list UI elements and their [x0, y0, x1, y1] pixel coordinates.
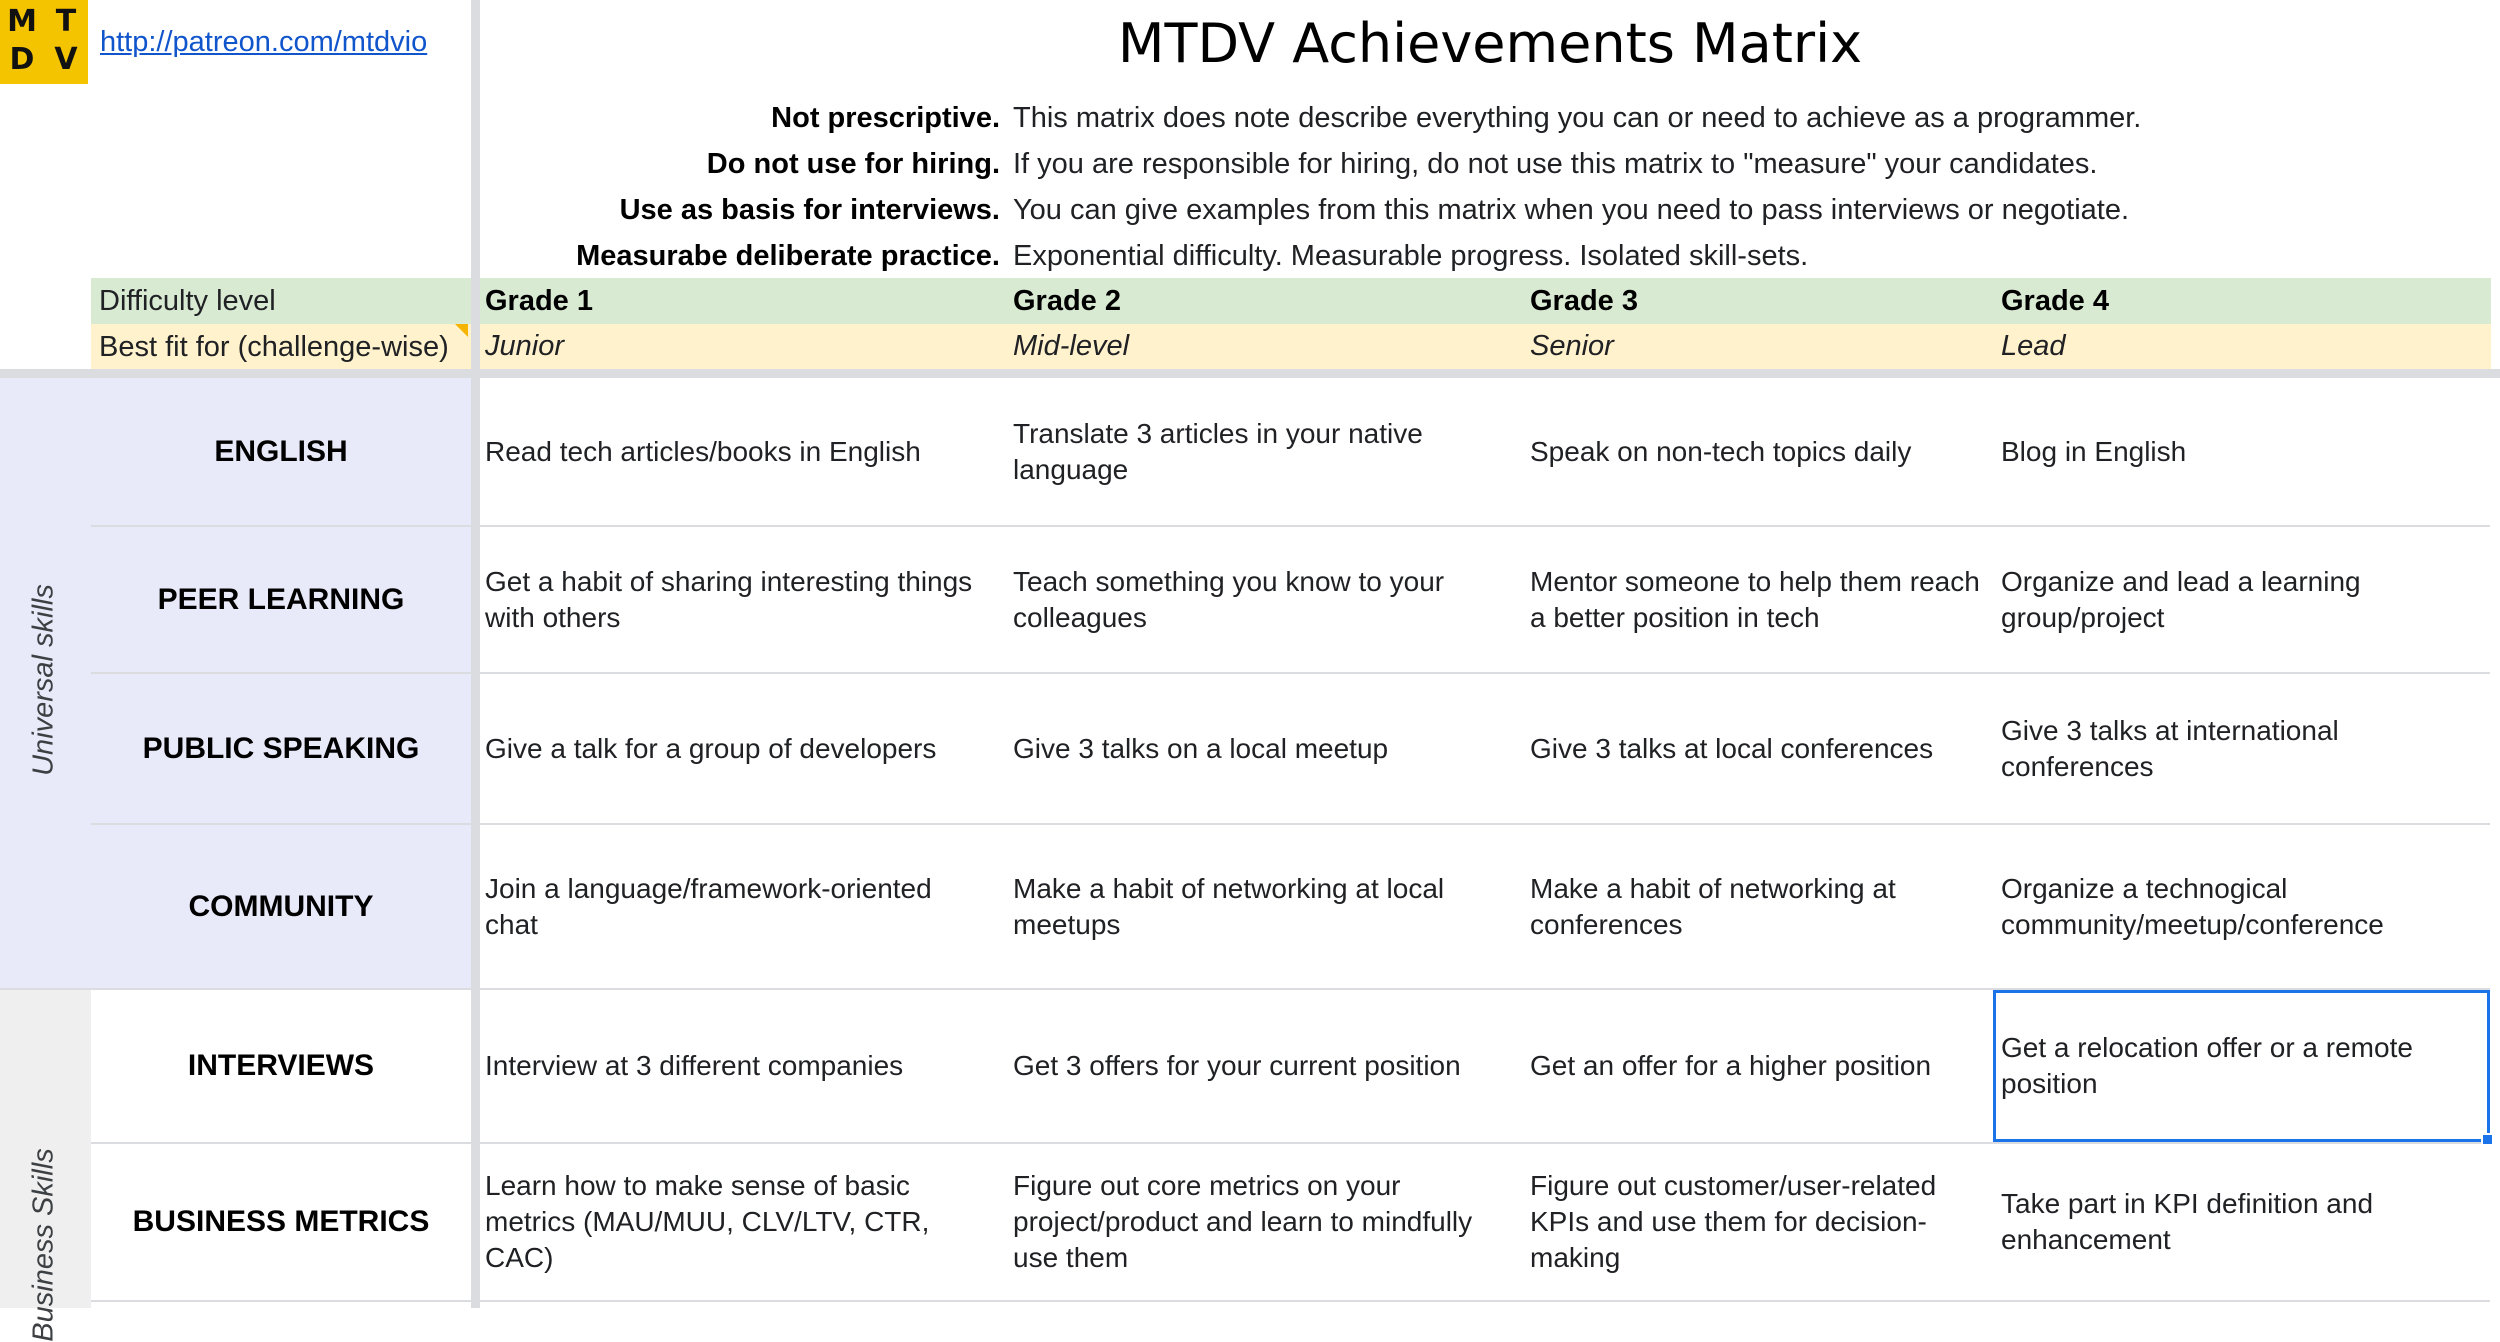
logo-letter: V	[54, 42, 78, 77]
note-text: Exponential difficulty. Measurable progress. Isolated skill-sets.	[1013, 240, 1809, 272]
matrix-cell[interactable]: Give 3 talks at local conferences	[1530, 732, 1934, 764]
matrix-cell[interactable]: Organize a technogical community/meetup/conference	[2001, 872, 2384, 940]
page-title: MTDV Achievements Matrix	[1117, 12, 1863, 75]
matrix-cell-selected[interactable]: Get a relocation offer or a remote position	[2001, 1032, 2413, 1099]
matrix-cell[interactable]: Make a habit of networking at local meetups	[1013, 872, 1445, 940]
matrix-cell[interactable]: Join a language/framework-oriented chat	[485, 872, 932, 940]
grade-header[interactable]: Grade 2	[1013, 285, 1121, 317]
note-label: Do not use for hiring.	[706, 148, 1000, 180]
matrix-cell[interactable]: Organize and lead a learning group/project	[2001, 565, 2361, 633]
grade-header[interactable]: Grade 4	[2001, 285, 2109, 317]
note-label: Measurabe deliberate practice.	[576, 240, 1000, 272]
best-fit-row	[91, 324, 2491, 369]
matrix-cell[interactable]: Mentor someone to help them reach a better position in tech	[1530, 565, 1980, 633]
skill-name[interactable]: PEER LEARNING	[157, 582, 405, 616]
logo-letter: T	[55, 4, 77, 39]
level-cell[interactable]: Junior	[485, 330, 564, 362]
matrix-cell[interactable]: Blog in English	[2001, 435, 2187, 467]
matrix-cell[interactable]: Take part in KPI definition and enhancement	[2001, 1188, 2374, 1255]
note-label: Use as basis for interviews.	[619, 194, 1000, 226]
level-cell[interactable]: Mid-level	[1013, 330, 1130, 362]
level-cell[interactable]: Lead	[2001, 330, 2066, 362]
fill-handle[interactable]	[2481, 1133, 2494, 1146]
note-text: You can give examples from this matrix when you need to pass interviews or negotiate.	[1013, 194, 2130, 226]
matrix-cell[interactable]: Figure out customer/user-related KPIs and use them for decision-making	[1530, 1170, 1937, 1273]
best-fit-label[interactable]: Best fit for (challenge-wise)	[99, 331, 449, 363]
note-label: Not prescriptive.	[771, 102, 1000, 134]
group-label-business: Business Skills	[27, 1148, 60, 1342]
frozen-column-divider[interactable]	[471, 0, 480, 1308]
matrix-cell[interactable]: Translate 3 articles in your native language	[1013, 417, 1423, 485]
level-cell[interactable]: Senior	[1530, 330, 1614, 362]
patreon-link[interactable]: http://patreon.com/mtdvio	[100, 26, 428, 58]
matrix-cell[interactable]: Give a talk for a group of developers	[485, 732, 937, 764]
matrix-cell[interactable]: Get 3 offers for your current position	[1013, 1050, 1461, 1081]
grade-header[interactable]: Grade 1	[485, 285, 593, 317]
matrix-cell[interactable]: Figure out core metrics on your project/product and learn to mindfully use them	[1013, 1170, 1473, 1273]
matrix-cell[interactable]: Give 3 talks on a local meetup	[1013, 732, 1389, 764]
matrix-cell[interactable]: Interview at 3 different companies	[485, 1050, 904, 1081]
matrix-cell[interactable]: Get an offer for a higher position	[1530, 1050, 1932, 1081]
difficulty-row	[91, 278, 2491, 324]
row-divider	[91, 1300, 2490, 1302]
matrix-cell[interactable]: Get a habit of sharing interesting things with others	[485, 565, 973, 633]
comment-marker-icon[interactable]	[455, 324, 468, 337]
mtdv-logo	[0, 0, 88, 84]
matrix-cell[interactable]: Read tech articles/books in English	[485, 435, 921, 467]
skill-name[interactable]: ENGLISH	[214, 434, 348, 468]
skill-name[interactable]: PUBLIC SPEAKING	[142, 731, 420, 765]
skill-name[interactable]: BUSINESS METRICS	[132, 1205, 430, 1238]
matrix-cell[interactable]: Make a habit of networking at conferences	[1530, 872, 1896, 940]
matrix-cell[interactable]: Give 3 talks at international conferences	[2001, 714, 2339, 782]
grade-header[interactable]: Grade 3	[1530, 285, 1638, 317]
note-text: If you are responsible for hiring, do not use this matrix to "measure" your candidates.	[1013, 148, 2098, 180]
note-text: This matrix does note describe everything you can or need to achieve as a programmer.	[1013, 102, 2142, 134]
group-label-universal: Universal skills	[27, 584, 60, 776]
skill-name[interactable]: COMMUNITY	[188, 889, 374, 923]
logo-letter: M	[7, 4, 37, 39]
matrix-cell[interactable]: Learn how to make sense of basic metrics (MAU/MUU, CLV/LTV, CTR, CAC)	[485, 1170, 930, 1273]
skill-name[interactable]: INTERVIEWS	[187, 1049, 375, 1082]
frozen-row-divider[interactable]	[0, 369, 2500, 378]
matrix-cell[interactable]: Speak on non-tech topics daily	[1530, 435, 1912, 467]
difficulty-label[interactable]: Difficulty level	[99, 285, 276, 317]
logo-letter: D	[9, 42, 35, 77]
matrix-cell[interactable]: Teach something you know to your colleagues	[1013, 565, 1445, 633]
